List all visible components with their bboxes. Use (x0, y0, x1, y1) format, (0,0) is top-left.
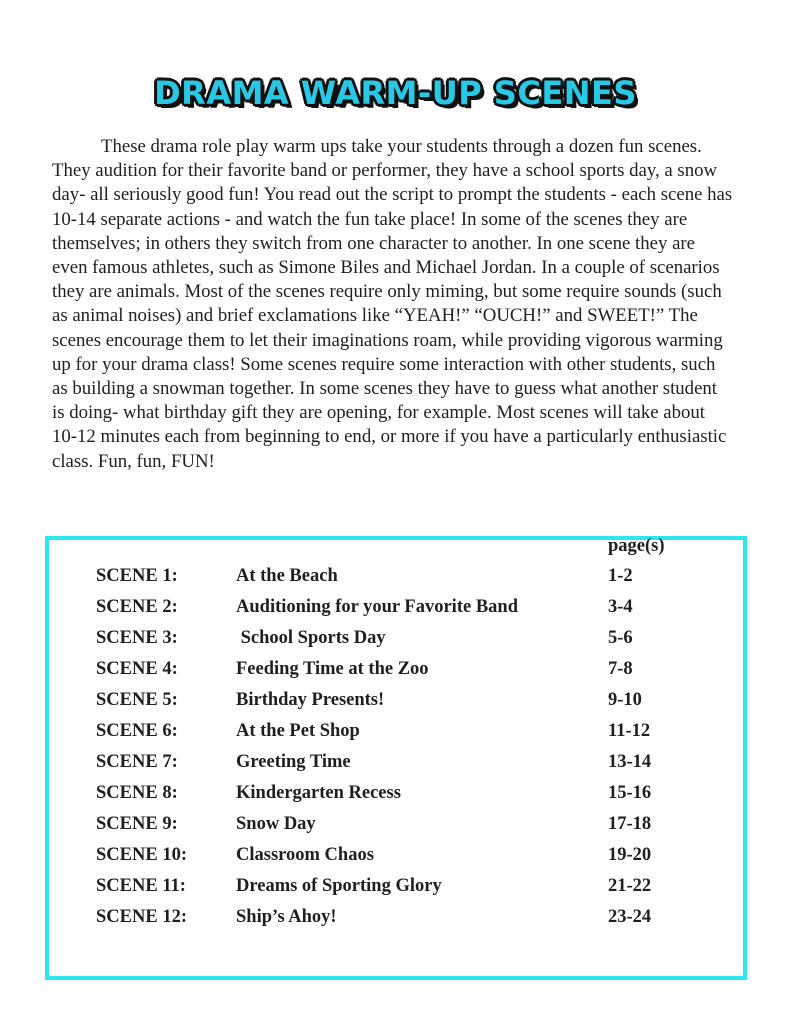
toc-row (0, 814, 791, 845)
scene-number: SCENE 9: (96, 814, 178, 834)
toc-row (0, 690, 791, 721)
toc-row (0, 659, 791, 690)
scene-title: Dreams of Sporting Glory (236, 876, 442, 896)
scene-pages: 13-14 (608, 752, 652, 772)
scene-number: SCENE 3: (96, 628, 178, 648)
scene-number: SCENE 8: (96, 783, 178, 803)
scene-pages: 15-16 (608, 783, 652, 803)
toc-row (0, 721, 791, 752)
scene-pages: 7-8 (608, 659, 633, 679)
scene-number: SCENE 6: (96, 721, 178, 741)
scene-title: At the Beach (236, 566, 338, 586)
scene-pages: 3-4 (608, 597, 633, 617)
scene-title: Birthday Presents! (236, 690, 385, 710)
scene-pages: 5-6 (608, 628, 633, 648)
scene-number: SCENE 11: (96, 876, 186, 896)
scene-title: Classroom Chaos (236, 845, 374, 865)
scene-title: Auditioning for your Favorite Band (236, 597, 518, 617)
scene-pages: 19-20 (608, 845, 652, 865)
toc-row (0, 566, 791, 597)
scene-number: SCENE 5: (96, 690, 178, 710)
toc-row (0, 628, 791, 659)
toc-row (0, 876, 791, 907)
toc-row (0, 845, 791, 876)
toc-row (0, 783, 791, 814)
pages-column-header: page(s) (608, 536, 665, 556)
table-of-contents (0, 566, 791, 938)
scene-number: SCENE 4: (96, 659, 178, 679)
scene-number: SCENE 12: (96, 907, 187, 927)
scene-pages: 1-2 (608, 566, 633, 586)
scene-pages: 11-12 (608, 721, 651, 741)
scene-title: At the Pet Shop (236, 721, 360, 741)
toc-row (0, 752, 791, 783)
scene-title: Ship’s Ahoy! (236, 907, 337, 927)
scene-title: School Sports Day (236, 628, 386, 648)
scene-pages: 9-10 (608, 690, 642, 710)
scene-pages: 23-24 (608, 907, 652, 927)
scene-pages: 21-22 (608, 876, 652, 896)
scene-title: Snow Day (236, 814, 316, 834)
scene-title: Greeting Time (236, 752, 351, 772)
scene-pages: 17-18 (608, 814, 652, 834)
intro-paragraph: These drama role play warm ups take your students through a dozen fun scenes. They audition for their favorite band or performer, they have a school sports day, a snow day- all seriously good fun! You read out the script to prompt the students - each scene has 10-14 separate actions - and watch the fun take place! In some of the scenes they are themselves; in others they switch from one character to another. In one scene they are even famous athletes, such as Simone Biles and Michael Jordan. In a couple of scenarios they are animals. Most of the scenes require only miming, but some require sounds (such as animal noises) and brief exclamations like “YEAH!” “OUCH!” and SWEET!” The scenes encourage them to let their imaginations roam, while providing vigorous warming up for your drama class! Some scenes require some interaction with other students, such as building a snowman together. In some scenes they have to guess what another student is doing- what birthday gift they are opening, for example. Most scenes will take about 10-12 minutes each from beginning to end, or more if you have a particularly enthusiastic class. Fun, fun, FUN! (52, 136, 733, 472)
toc-row (0, 907, 791, 938)
scene-number: SCENE 2: (96, 597, 178, 617)
toc-row (0, 597, 791, 628)
page-title: DRAMA WARM-UP SCENES (154, 74, 637, 112)
scene-number: SCENE 1: (96, 566, 178, 586)
scene-title: Kindergarten Recess (236, 783, 401, 803)
scene-title: Feeding Time at the Zoo (236, 659, 429, 679)
scene-number: SCENE 10: (96, 845, 187, 865)
scene-number: SCENE 7: (96, 752, 178, 772)
